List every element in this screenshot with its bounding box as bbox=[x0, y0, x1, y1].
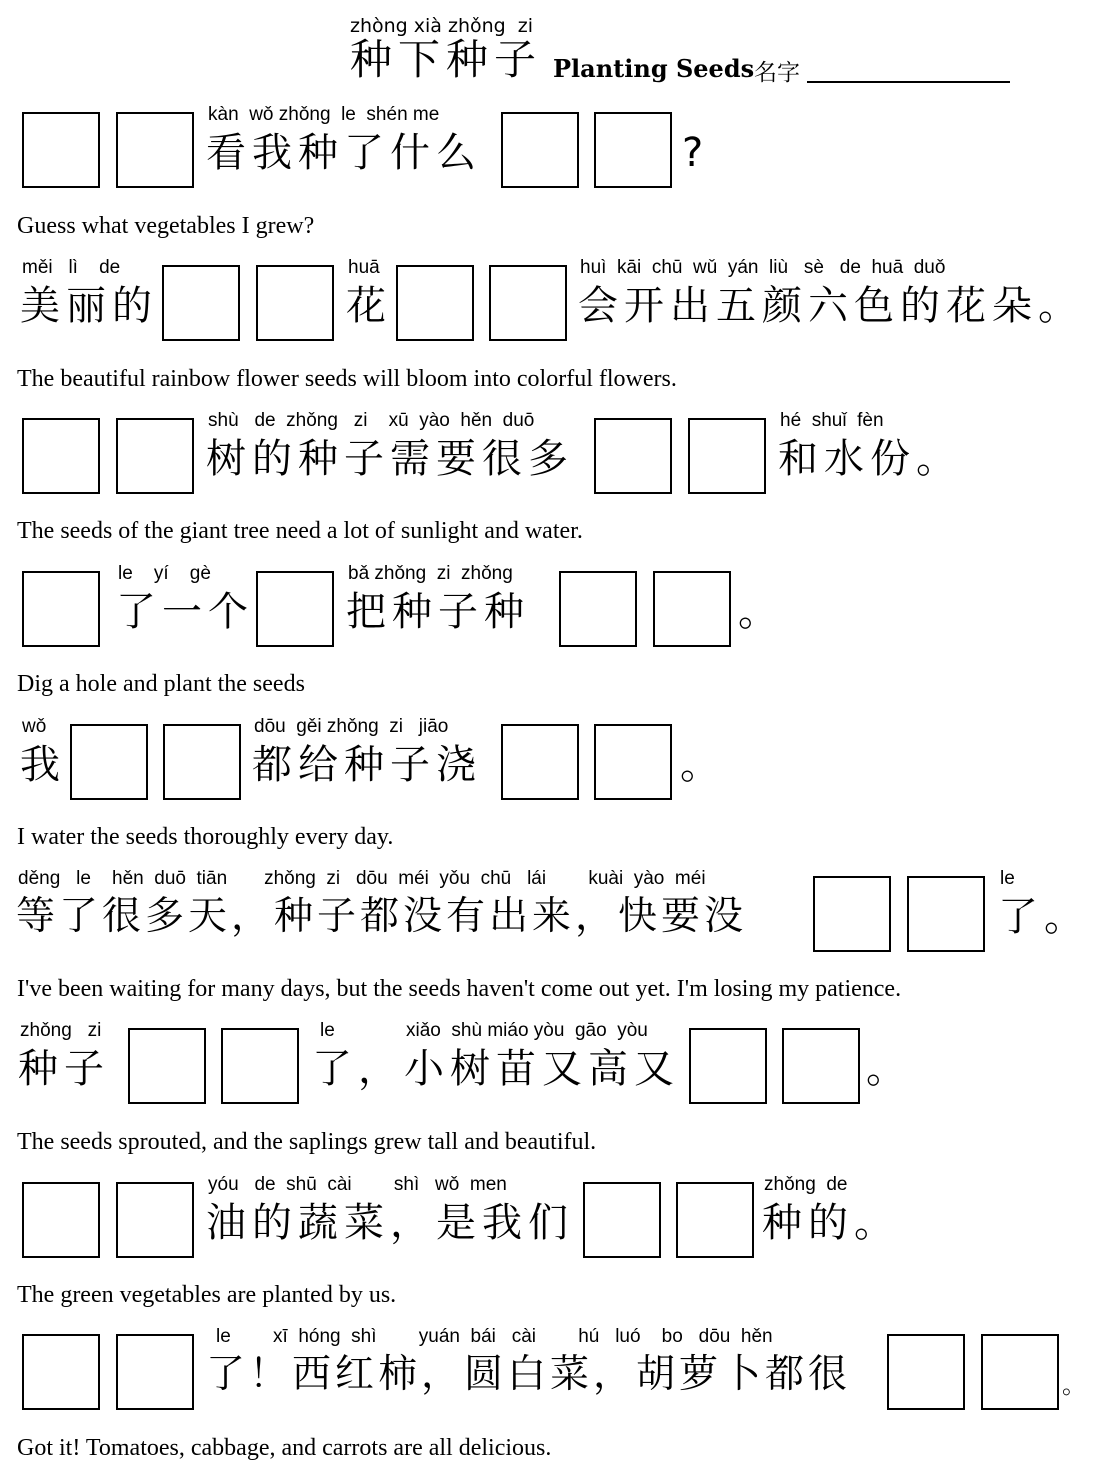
sentence-segment bbox=[778, 408, 962, 484]
answer-box[interactable] bbox=[162, 265, 240, 341]
pinyin-text: měi lì de bbox=[22, 257, 121, 278]
chinese-text: 了一个 bbox=[116, 589, 254, 635]
sentence-segment bbox=[206, 1172, 574, 1248]
answer-box[interactable] bbox=[116, 1334, 194, 1410]
chinese-text: 花 bbox=[346, 283, 392, 329]
pinyin-text: wǒ bbox=[22, 716, 47, 737]
pinyin-text: xiǎo shù miáo yòu gāo yòu bbox=[406, 1020, 648, 1041]
sentence-segment bbox=[738, 561, 778, 637]
answer-box[interactable] bbox=[396, 265, 474, 341]
pinyin-text bbox=[680, 714, 720, 740]
english-translation: The green vegetables are planted by us. bbox=[17, 1282, 397, 1308]
chinese-text: 。 bbox=[866, 1046, 906, 1092]
exercise-line-8 bbox=[0, 1172, 1118, 1262]
chinese-text: 油的蔬菜，是我们 bbox=[206, 1200, 574, 1246]
chinese-text: 。 bbox=[680, 742, 720, 788]
pinyin-text: huā bbox=[348, 257, 380, 278]
english-translation: Got it! Tomatoes, cabbage, and carrots are all delicious. bbox=[17, 1435, 552, 1461]
english-translation: Dig a hole and plant the seeds bbox=[17, 671, 305, 697]
title-chinese: 种下种子 bbox=[350, 35, 543, 84]
answer-box[interactable] bbox=[594, 724, 672, 800]
pinyin-text: děng le hěn duō tiān zhǒng zi dōu méi yǒu chū lái kuài yào méi bbox=[18, 868, 706, 889]
english-translation: I've been waiting for many days, but the seeds haven't come out yet. I'm losing my patience. bbox=[17, 976, 902, 1002]
exercise-line-2 bbox=[0, 255, 1118, 345]
exercise-line-9 bbox=[0, 1324, 1118, 1414]
answer-box[interactable] bbox=[583, 1182, 661, 1258]
chinese-text: 和水份。 bbox=[778, 436, 962, 482]
answer-box[interactable] bbox=[22, 418, 100, 494]
chinese-text: 等了很多天，种子都没有出来，快要没 bbox=[16, 894, 748, 939]
chinese-text: 了。 bbox=[998, 894, 1090, 940]
answer-box[interactable] bbox=[22, 571, 100, 647]
exercise-line-3 bbox=[0, 408, 1118, 498]
chinese-text: 美丽的 bbox=[20, 283, 158, 329]
pinyin-text bbox=[682, 102, 703, 128]
answer-box[interactable] bbox=[116, 1182, 194, 1258]
answer-box[interactable] bbox=[653, 571, 731, 647]
exercise-line-1 bbox=[0, 102, 1118, 192]
sentence-segment bbox=[680, 714, 720, 790]
answer-box[interactable] bbox=[813, 876, 891, 952]
exercise-line-7 bbox=[0, 1018, 1118, 1108]
chinese-text: 了！西红柿，圆白菜，胡萝卜都很 bbox=[206, 1352, 852, 1397]
sentence-segment bbox=[252, 714, 482, 790]
pinyin-text: le bbox=[1000, 868, 1015, 889]
title-block bbox=[350, 14, 542, 82]
answer-box[interactable] bbox=[594, 112, 672, 188]
chinese-text: 把种子种 bbox=[346, 589, 530, 635]
sentence-segment bbox=[206, 1324, 851, 1400]
answer-box[interactable] bbox=[594, 418, 672, 494]
answer-box[interactable] bbox=[256, 571, 334, 647]
sentence-segment bbox=[206, 102, 482, 178]
chinese-text: ? bbox=[682, 130, 704, 176]
sentence-segment bbox=[998, 866, 1090, 942]
sentence-segment bbox=[206, 408, 574, 484]
pinyin-text: huì kāi chū wǔ yán liù sè de huā duǒ bbox=[580, 257, 946, 278]
chinese-text: 会开出五颜六色的花朵。 bbox=[578, 283, 1084, 329]
answer-box[interactable] bbox=[782, 1028, 860, 1104]
chinese-text: 看我种了什么 bbox=[206, 130, 482, 176]
answer-box[interactable] bbox=[688, 418, 766, 494]
answer-box[interactable] bbox=[501, 112, 579, 188]
exercise-line-5 bbox=[0, 714, 1118, 804]
sentence-segment bbox=[762, 1172, 900, 1248]
pinyin-text bbox=[1062, 1324, 1086, 1350]
chinese-text: 我 bbox=[20, 742, 66, 788]
answer-box[interactable] bbox=[70, 724, 148, 800]
english-translation: The beautiful rainbow flower seeds will bloom into colorful flowers. bbox=[17, 366, 677, 392]
sentence-segment bbox=[866, 1018, 906, 1094]
answer-box[interactable] bbox=[887, 1334, 965, 1410]
answer-box[interactable] bbox=[689, 1028, 767, 1104]
sentence-segment bbox=[346, 255, 392, 331]
chinese-text: 种子 bbox=[18, 1046, 110, 1092]
sentence-segment bbox=[20, 714, 66, 790]
answer-box[interactable] bbox=[163, 724, 241, 800]
answer-box[interactable] bbox=[116, 112, 194, 188]
pinyin-text: bǎ zhǒng zi zhǒng bbox=[348, 563, 513, 584]
english-translation: The seeds of the giant tree need a lot of sunlight and water. bbox=[17, 518, 583, 544]
chinese-text: 。 bbox=[1062, 1371, 1086, 1399]
title-english: Planting Seeds bbox=[553, 54, 755, 83]
pinyin-text: le yí gè bbox=[118, 563, 211, 584]
chinese-text: 都给种子浇 bbox=[252, 742, 482, 788]
sentence-segment bbox=[404, 1018, 680, 1094]
answer-box[interactable] bbox=[128, 1028, 206, 1104]
pinyin-text bbox=[866, 1018, 906, 1044]
pinyin-text: dōu gěi zhǒng zi jiāo bbox=[254, 716, 449, 737]
name-blank-line[interactable] bbox=[807, 81, 1010, 83]
chinese-text: 树的种子需要很多 bbox=[206, 436, 574, 482]
answer-box[interactable] bbox=[981, 1334, 1059, 1410]
answer-box[interactable] bbox=[559, 571, 637, 647]
exercise-line-6 bbox=[0, 866, 1118, 956]
answer-box[interactable] bbox=[676, 1182, 754, 1258]
sentence-segment bbox=[20, 255, 158, 331]
pinyin-text: le xī hóng shì yuán bái cài hú luó bo dōu hěn bbox=[216, 1326, 773, 1347]
pinyin-text: zhǒng zi bbox=[20, 1020, 102, 1041]
pinyin-text bbox=[738, 561, 778, 587]
answer-box[interactable] bbox=[501, 724, 579, 800]
chinese-text: 了， bbox=[312, 1046, 404, 1092]
name-label: 名字 bbox=[754, 60, 800, 86]
pinyin-text: shù de zhǒng zi xū yào hěn duō bbox=[208, 410, 535, 431]
sentence-segment bbox=[578, 255, 1084, 331]
sentence-segment bbox=[1062, 1324, 1086, 1420]
pinyin-text: hé shuǐ fèn bbox=[780, 410, 884, 431]
english-translation: The seeds sprouted, and the saplings grew tall and beautiful. bbox=[17, 1129, 597, 1155]
answer-box[interactable] bbox=[256, 265, 334, 341]
sentence-segment bbox=[16, 866, 747, 942]
answer-box[interactable] bbox=[22, 1334, 100, 1410]
chinese-text: 小树苗又高又 bbox=[404, 1046, 680, 1092]
answer-box[interactable] bbox=[907, 876, 985, 952]
pinyin-text: kàn wǒ zhǒng le shén me bbox=[208, 104, 440, 125]
chinese-text: 种的。 bbox=[762, 1200, 900, 1246]
answer-box[interactable] bbox=[116, 418, 194, 494]
sentence-segment bbox=[116, 561, 254, 637]
pinyin-text: yóu de shū cài shì wǒ men bbox=[208, 1174, 507, 1195]
english-translation: I water the seeds thoroughly every day. bbox=[17, 824, 394, 850]
sentence-segment bbox=[682, 102, 703, 178]
title-pinyin: zhòng xià zhǒng zi bbox=[350, 15, 534, 37]
pinyin-text: zhǒng de bbox=[764, 1174, 848, 1195]
exercise-line-4 bbox=[0, 561, 1118, 651]
english-translation: Guess what vegetables I grew? bbox=[17, 213, 315, 239]
answer-box[interactable] bbox=[221, 1028, 299, 1104]
answer-box[interactable] bbox=[22, 1182, 100, 1258]
sentence-segment bbox=[312, 1018, 404, 1094]
chinese-text: 。 bbox=[738, 589, 778, 635]
answer-box[interactable] bbox=[489, 265, 567, 341]
pinyin-text: le bbox=[320, 1020, 335, 1041]
sentence-segment bbox=[18, 1018, 110, 1094]
answer-box[interactable] bbox=[22, 112, 100, 188]
sentence-segment bbox=[346, 561, 530, 637]
